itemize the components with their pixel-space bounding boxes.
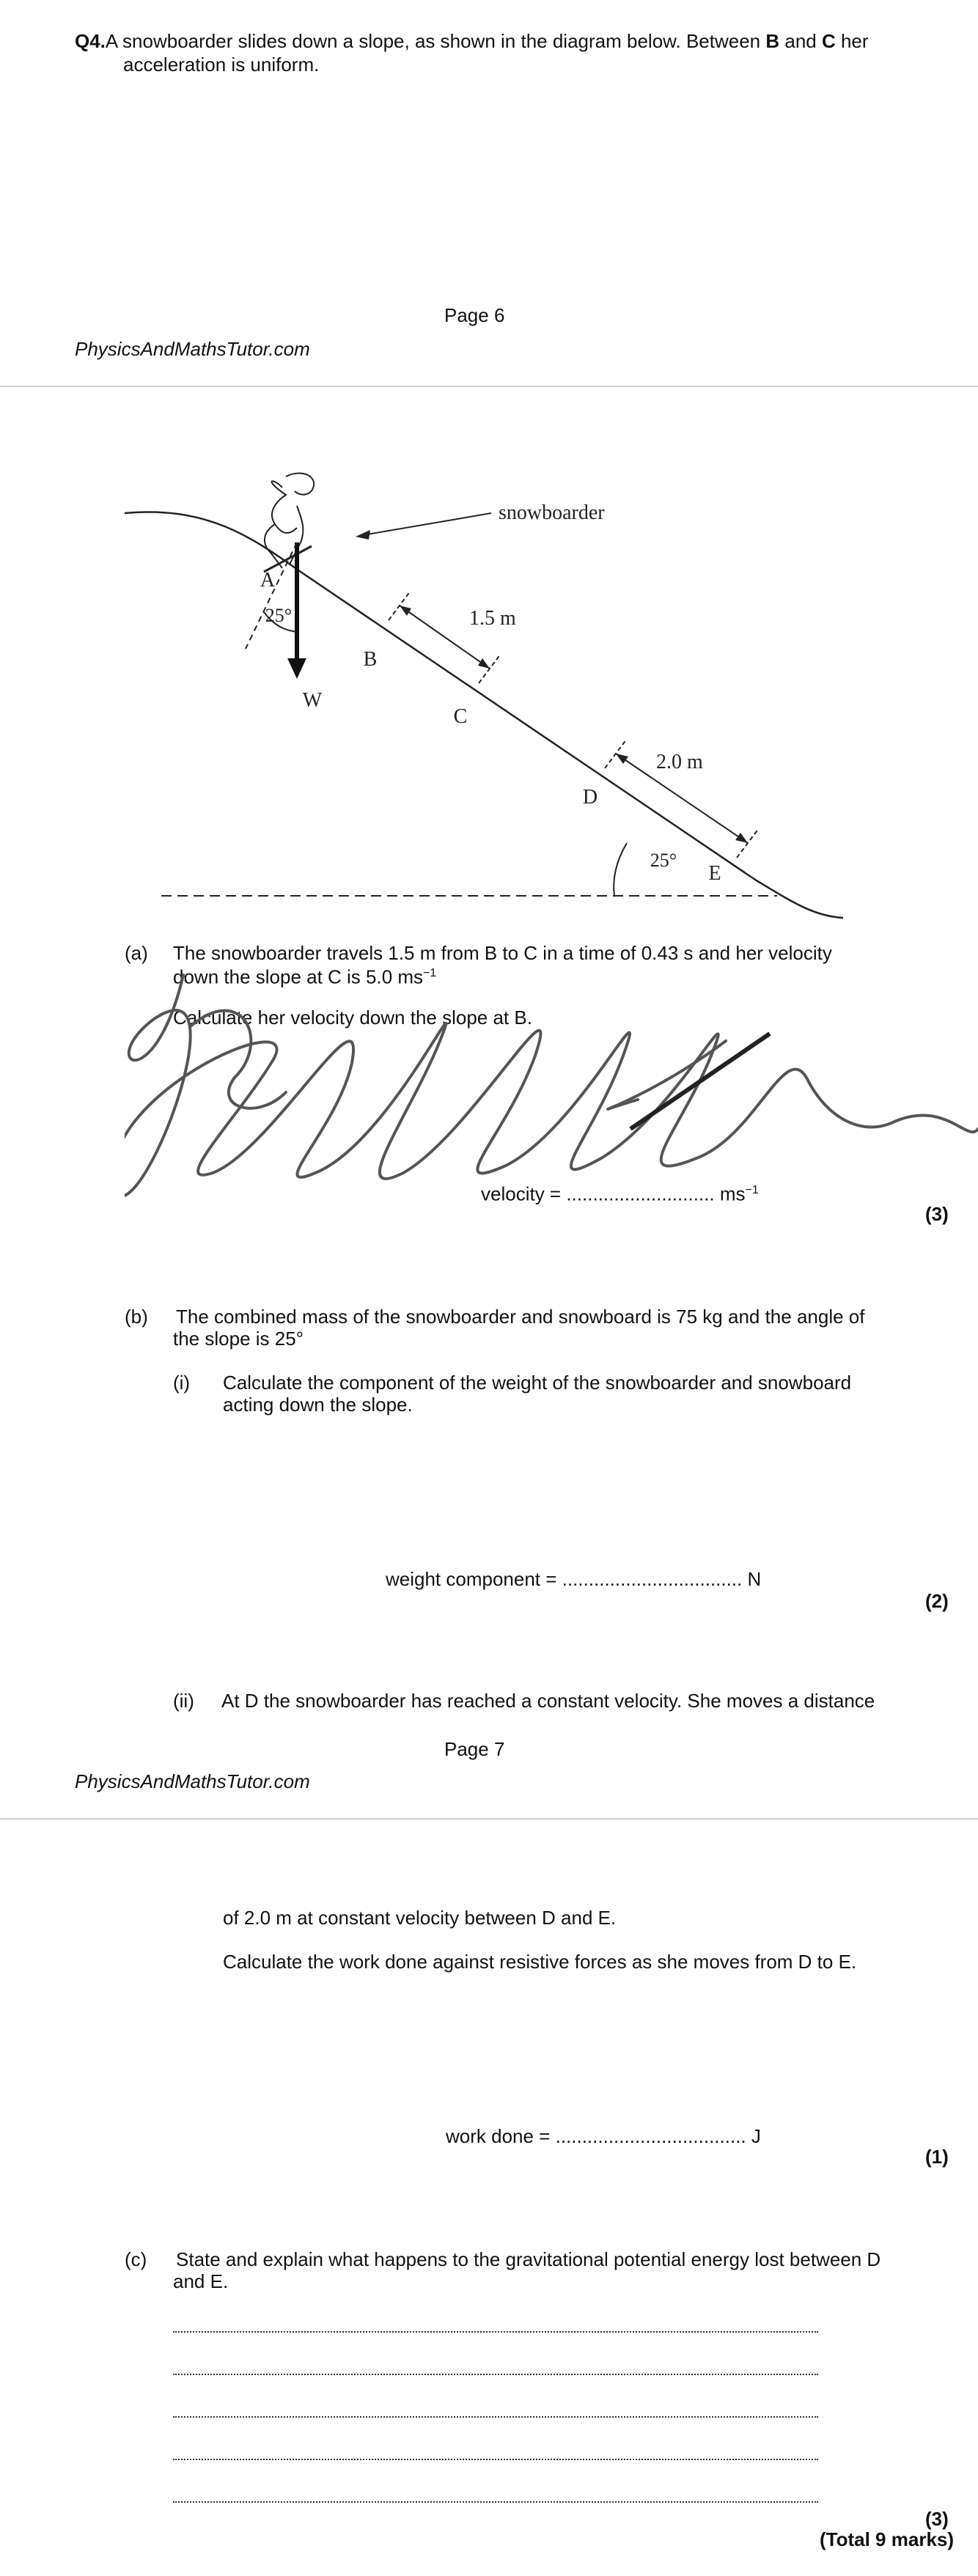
work-done-answer-dots[interactable]: ....................................	[555, 2125, 746, 2147]
point-e: E	[708, 862, 721, 885]
question-number: Q4.	[75, 30, 106, 52]
question-intro: Q4.A snowboarder slides down a slope, as shown in the diagram below. Between B and C her	[75, 30, 869, 52]
site-footer: PhysicsAndMathsTutor.com	[75, 338, 310, 360]
part-c-text-line2: and E.	[173, 2270, 229, 2292]
total-marks: (Total 9 marks)	[820, 2528, 955, 2550]
part-a-marks: (3)	[925, 1203, 949, 1225]
snowboarder-figure	[264, 474, 314, 572]
point-b: B	[363, 648, 378, 671]
answer-line[interactable]	[173, 2331, 818, 2333]
question-intro-line2: acceleration is uniform.	[123, 54, 320, 76]
part-bi-line1: Calculate the component of the weight of the snowboarder and snowboard	[223, 1372, 852, 1394]
distance-de-label: 2.0 m	[656, 751, 703, 773]
weight-component-answer-dots[interactable]: ..................................	[562, 1568, 743, 1590]
velocity-answer-line: velocity = ............................ $ms^{-1}$	[481, 1182, 759, 1205]
part-b-text-line1: The combined mass of the snowboarder and snowboard is 75 kg and the angle of	[176, 1306, 865, 1328]
work-done-answer-line: work done = .................................... J	[446, 2125, 761, 2147]
label-arrow	[363, 513, 491, 535]
angle-bottom-label: 25°	[650, 850, 677, 871]
weight-component-answer-line: weight component = .................................. N	[386, 1568, 762, 1590]
part-bii-line1: At D the snowboarder has reached a constant velocity. She moves a distance	[221, 1690, 875, 1712]
part-bii-question: Calculate the work done against resistive forces as she moves from D to E.	[223, 1951, 857, 1973]
snowboarder-label: snowboarder	[499, 501, 605, 524]
velocity-answer-dots[interactable]: ............................	[566, 1182, 715, 1205]
weight-label: W	[302, 689, 323, 712]
site-footer: PhysicsAndMathsTutor.com	[75, 1770, 310, 1792]
scribble-overlay	[125, 953, 978, 1217]
page-number: Page 7	[444, 1738, 505, 1760]
angle-top-label: 25°	[265, 605, 293, 626]
answer-line[interactable]	[173, 2416, 818, 2418]
part-c-text-line1: State and explain what happens to the gravitational potential energy lost between D	[176, 2248, 881, 2270]
part-a-text-line1: The snowboarder travels 1.5 m from B to C in a time of 0.43 s and her velocity	[173, 942, 832, 964]
point-c: C	[453, 705, 468, 728]
part-c-label: (c)	[125, 2248, 147, 2270]
distance-bc-label: 1.5 m	[469, 607, 516, 630]
page-divider	[0, 1818, 978, 1819]
answer-line[interactable]	[173, 2459, 818, 2460]
page-divider	[0, 386, 978, 387]
answer-line[interactable]	[173, 2374, 818, 2375]
part-a-text-line2: down the slope at C is 5.0 $ms^{-1}$	[173, 965, 437, 988]
part-a-question: Calculate her velocity down the slope at B.	[173, 1007, 532, 1028]
answer-line[interactable]	[173, 2501, 818, 2503]
part-bi-label: (i)	[173, 1372, 191, 1394]
part-a-label: (a)	[125, 942, 148, 964]
part-bii-label: (ii)	[173, 1690, 194, 1712]
part-bi-marks: (2)	[925, 1590, 949, 1612]
part-c-marks: (3)	[925, 2508, 949, 2530]
slope-diagram	[117, 462, 850, 931]
part-b-label: (b)	[125, 1306, 148, 1328]
point-a: A	[260, 569, 276, 592]
slope-line	[125, 512, 843, 918]
part-bi-line2: acting down the slope.	[223, 1394, 413, 1416]
point-d: D	[582, 786, 598, 809]
part-bii-line2: of 2.0 m at constant velocity between D and E.	[223, 1907, 617, 1929]
part-b-text-line2: the slope is 25°	[173, 1328, 304, 1350]
part-bii-marks: (1)	[925, 2146, 949, 2168]
page-number: Page 6	[444, 304, 505, 326]
